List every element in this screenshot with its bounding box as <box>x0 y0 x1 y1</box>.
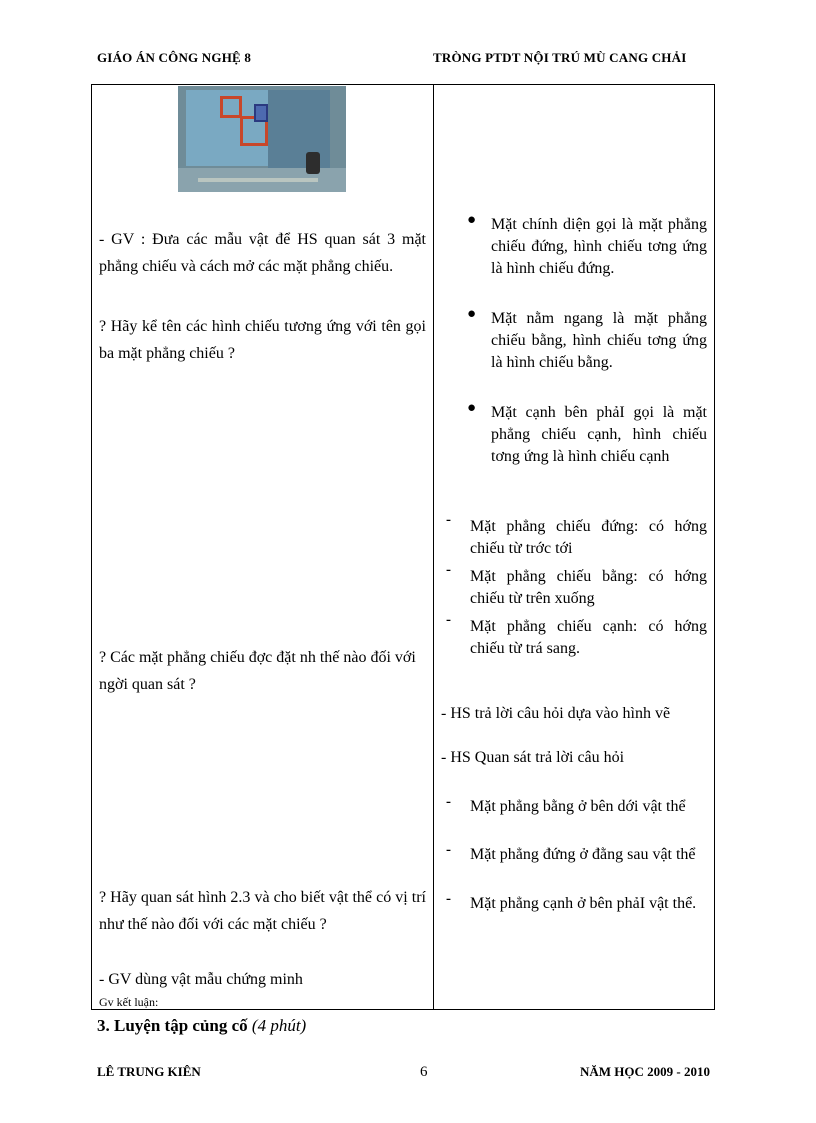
section-heading <box>97 1016 306 1036</box>
question-projection-names: ? Hãy kể tên các hình chiếu tương ứng với tên gọi ba mặt phẳng chiếu ? <box>99 318 426 362</box>
bullet-icon: ● <box>467 306 477 322</box>
dash-marker: - <box>446 794 451 810</box>
table-column-divider <box>433 84 434 1010</box>
dash-item: Mặt phẳng chiếu đứng: có hớng chiếu từ trớc tới <box>470 518 707 557</box>
bullet-icon: ● <box>467 400 477 416</box>
bullet-icon: ● <box>467 212 477 228</box>
dash-item: Mặt phẳng chiếu cạnh: có hớng chiếu từ trá sang. <box>470 618 707 657</box>
bullet-item: Mặt chính diện gọi là mặt phẳng chiếu đứng, hình chiếu tơng ứng là hình chiếu đứng. <box>491 216 707 277</box>
question-plane-placement: ? Các mặt phẳng chiếu đợc đặt nh thế nào đối với ngời quan sát ? <box>99 649 416 693</box>
gv-show-samples: - GV : Đưa các mẫu vật để HS quan sát 3 mặt phẳng chiếu và cách mở các mặt phẳng chiếu. <box>99 231 426 275</box>
dash-marker: - <box>446 562 451 578</box>
footer-school-year: NĂM HỌC 2009 - 2010 <box>580 1064 710 1079</box>
hs-answer-figure: - HS trả lời câu hỏi dựa vào hình vẽ <box>441 705 671 722</box>
header-right: TRÒNG PTDT NỘI TRÚ MÙ CANG CHẢI <box>433 50 687 65</box>
dash-item: Mặt phẳng bằng ở bên dới vật thể <box>470 798 686 815</box>
dash-marker: - <box>446 842 451 858</box>
dash-item: Mặt phẳng đứng ở đằng sau vật thể <box>470 846 696 863</box>
hs-observe-answer: - HS Quan sát trả lời câu hỏi <box>441 749 625 766</box>
page-number: 6 <box>420 1064 428 1080</box>
dash-item: Mặt phẳng cạnh ở bên phảI vật thể. <box>470 895 697 912</box>
question-figure-2-3: ? Hãy quan sát hình 2.3 và cho biết vật thể có vị trí như thế nào đối với các mặt chiếu ? <box>99 889 426 933</box>
section-time: (4 phút) <box>251 1016 307 1035</box>
header-left: GIÁO ÁN CÔNG NGHỆ 8 <box>97 50 252 65</box>
footer-author: LÊ TRUNG KIÊN <box>97 1064 201 1079</box>
dash-marker: - <box>446 891 451 907</box>
gv-demonstration: - GV dùng vật mẫu chứng minh <box>99 971 303 988</box>
dash-marker: - <box>446 512 451 528</box>
projection-planes-photo <box>178 86 346 192</box>
dash-marker: - <box>446 612 451 628</box>
dash-item: Mặt phẳng chiếu bằng: có hớng chiếu từ trên xuống <box>470 568 707 607</box>
section-title: 3. Luyện tập củng cố <box>97 1016 248 1035</box>
bullet-item: Mặt nằm ngang là mặt phẳng chiếu bằng, hình chiếu tơng ứng là hình chiếu bằng. <box>491 310 707 371</box>
bullet-item: Mặt cạnh bên phảI gọi là mặt phẳng chiếu cạnh, hình chiếu tơng ứng là hình chiếu cạnh <box>491 404 707 465</box>
gv-conclusion: Gv kết luận: <box>99 995 159 1009</box>
